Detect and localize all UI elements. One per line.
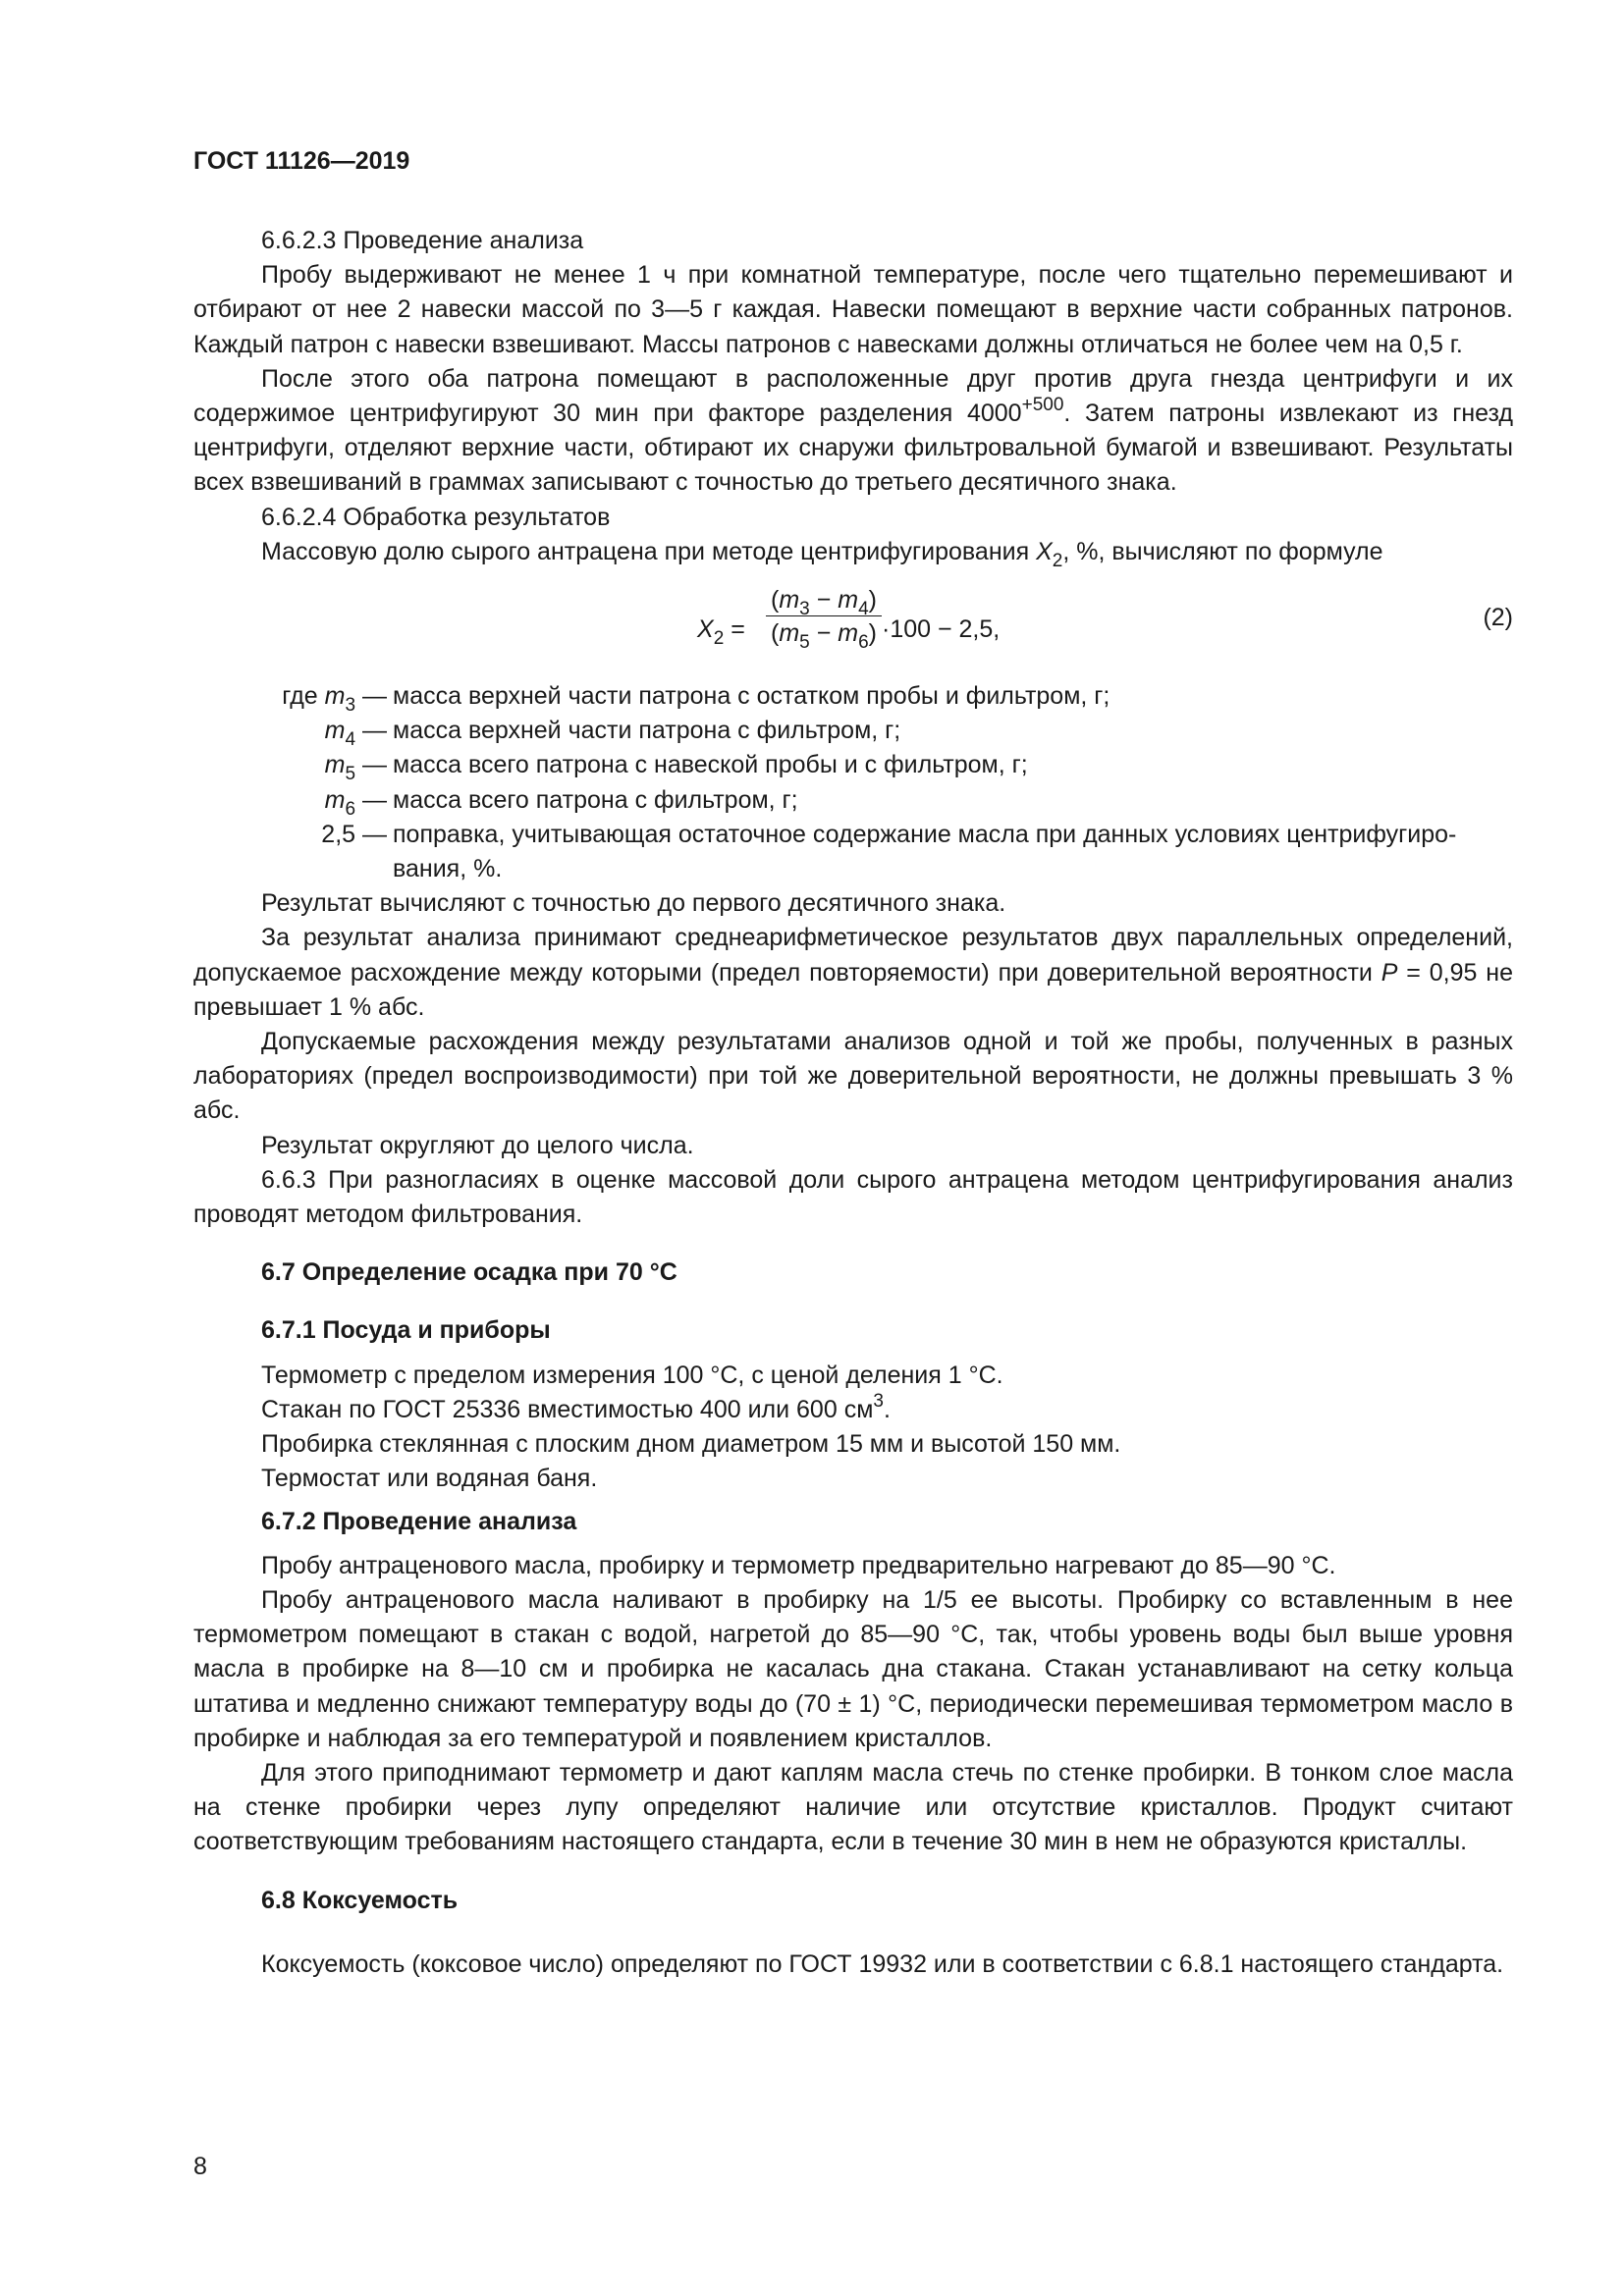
- section-heading-6-8: 6.8 Коксуемость: [261, 1886, 459, 1914]
- formula-2: [193, 569, 1513, 679]
- list-item: Стакан по ГОСТ 25336 вместимостью 400 или 600 $см^3$.: [261, 1390, 891, 1423]
- formula-number: (2): [1483, 604, 1513, 632]
- paragraph: Коксуемость (коксовое число) определяют по ГОСТ 19932 или в соответствии с 6.8.1 настоящего стандарта.: [261, 1949, 1504, 1978]
- paragraph: Для этого приподнимают термометр и дают каплям масла стечь по стенке пробирки. В тонком слое масла на стенке пробирки через лупу определяют наличие или отсутствие кристаллов. Продукт считают соответствующим требованиям настоящего стандарта, если в течение 30 мин в нем не образуются кристаллы.: [193, 1758, 1513, 1856]
- section-heading-6-7: 6.7 Определение осадка при 70 °С: [261, 1258, 677, 1287]
- document-header: ГОСТ 11126—2019: [193, 147, 410, 175]
- legend-row: $m_4$ — масса верхней части патрона с фильтром, г;: [324, 717, 901, 751]
- legend-row-continuation: вания, %.: [393, 855, 503, 883]
- section-heading-6-7-2: 6.7.2 Проведение анализа: [261, 1507, 577, 1535]
- formula-denominator: $(m_5 - m_6)$: [771, 619, 877, 654]
- section-title-6624: 6.6.2.4 Обработка результатов: [261, 503, 611, 531]
- paragraph: Пробу антраценового масла наливают в пробирку на 1/5 ее высоты. Пробирку со вставленным в нее термометром помещают в стакан с водой, нагретой до 85—90 °С, так, чтобы уровень воды был выше уровня масла в пробирке на 8—10 см и пробирка не касалась дна стакана. Стакан устанавливают на сетку кольца штатива и медленно снижают температуру воды до (70 ± 1) °С, периодически перемешивая термометром масло в пробирке и наблюдая за его температурой и появлением кристаллов.: [193, 1585, 1513, 1752]
- formula-numerator: $(m_3 - m_4)$: [766, 585, 882, 616]
- section-heading-6-7-1: 6.7.1 Посуда и приборы: [261, 1316, 551, 1345]
- paragraph: После этого оба патрона помещают в расположенные друг против друга гнезда центрифуги и их содержимое центрифугируют 30 мин при факторе разделения $4000^{+500}$. Затем патроны извлекают из гнезд центрифуги, отделяют верхние части, обтирают их снаружи фильтровальной бумагой и взвешивают. Результаты всех взвешиваний в граммах записывают с точностью до третьего десятичного знака.: [193, 364, 1513, 497]
- legend-row: 2,5 — поправка, учитывающая остаточное содержание масла при данных условиях центрифугиро-: [321, 820, 1457, 848]
- variable-legend: [193, 679, 1513, 886]
- list-item: Термостат или водяная баня.: [261, 1465, 598, 1493]
- list-item: Термометр с пределом измерения 100 °С, с ценой деления 1 °С.: [261, 1361, 1003, 1389]
- document-page: [193, 0, 1513, 2296]
- list-item: Пробирка стеклянная с плоским дном диаметром 15 мм и высотой 150 мм.: [261, 1430, 1121, 1459]
- paragraph: Допускаемые расхождения между результатами анализов одной и той же пробы, полученных в разных лабораториях (предел воспроизводимости) при той же доверительной вероятности, не должны превышать 3 % абс.: [193, 1028, 1513, 1125]
- paragraph: Массовую долю сырого антрацена при методе центрифугирования $X_2$, %, вычисляют по формуле: [261, 537, 1383, 571]
- paragraph: За результат анализа принимают среднеарифметическое результатов двух параллельных определений, допускаемое расхождение между которыми (предел повторяемости) при доверительной вероятности P = 0,95 не превышает 1 % абс.: [193, 924, 1513, 1021]
- paragraph: Пробу выдерживают не менее 1 ч при комнатной температуре, после чего тщательно перемешивают и отбирают от нее 2 навески массой по 3—5 г каждая. Навески помещают в верхние части собранных патронов. Каждый патрон с навески взвешивают. Массы патронов с навесками должны отличаться не более чем на 0,5 г.: [193, 261, 1513, 358]
- paragraph: Пробу антраценового масла, пробирку и термометр предварительно нагревают до 85—90 °С.: [261, 1551, 1336, 1579]
- paragraph: 6.6.3 При разногласиях в оценке массовой доли сырого антрацена методом центрифугирования анализ проводят методом фильтрования.: [193, 1165, 1513, 1229]
- legend-row: $m_6$ — масса всего патрона с фильтром, г;: [324, 785, 798, 820]
- page-number: 8: [193, 2153, 207, 2180]
- formula-lhs: $X_2$ =: [697, 615, 745, 650]
- document-body: [193, 224, 1513, 1982]
- section-title-6623: 6.6.2.3 Проведение анализа: [261, 227, 584, 254]
- paragraph: Результат вычисляют с точностью до первого десятичного знака.: [261, 889, 1006, 918]
- paragraph: Результат округляют до целого числа.: [261, 1131, 694, 1159]
- legend-row: $m_5$ — масса всего патрона с навеской пробы и с фильтром, г;: [324, 751, 1028, 785]
- legend-row: где $m_3$ — масса верхней части патрона с остатком пробы и фильтром, г;: [282, 682, 1110, 717]
- formula-fraction: [766, 585, 882, 654]
- formula-rhs: ·100 − 2,5,: [882, 615, 1001, 644]
